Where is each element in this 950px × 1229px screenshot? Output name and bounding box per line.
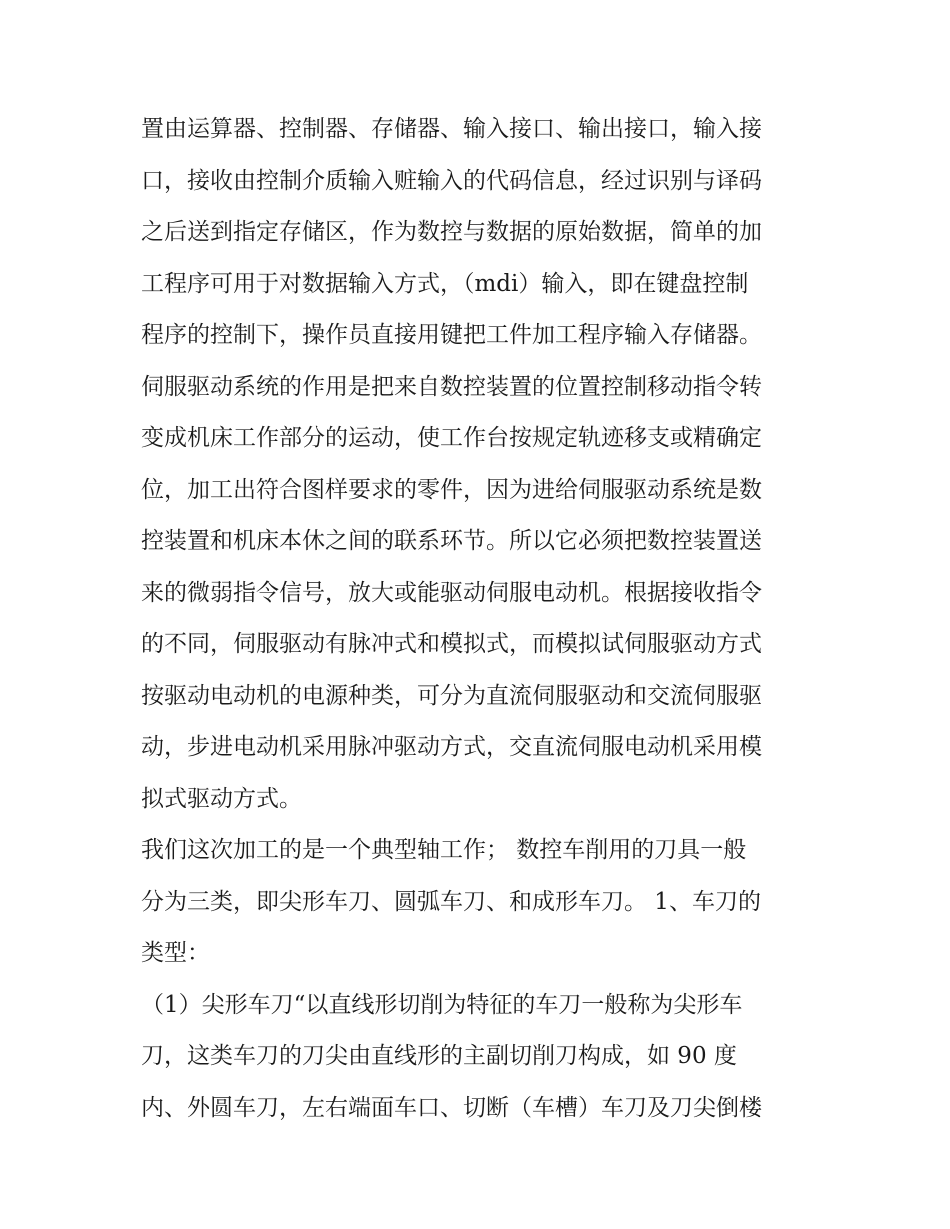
- text-line-16: 分为三类，即尖形车刀、圆弧车刀、和成形车刀。 1、车刀的: [141, 888, 761, 915]
- text-line-2: 口，接收由控制介质输入赃输入的代码信息，经过识别与译码: [141, 167, 762, 194]
- text-line-10: 来的微弱指令信号，放大或能驱动伺服电动机。根据接收指令: [141, 579, 762, 606]
- text-line-5: 程序的控制下，操作员直接用键把工件加工程序输入存储器。: [141, 322, 762, 348]
- text-line-9: 控装置和机床本休之间的联系环节。所以它必须把数控装置送: [141, 528, 762, 554]
- text-line-17: 类型：: [141, 940, 210, 966]
- text-line-12: 按驱动电动机的电源种类，可分为直流伺服驱动和交流伺服驱: [141, 682, 762, 709]
- text-line-8: 位，加工出符合图样要求的零件，因为进给伺服驱动系统是数: [141, 476, 762, 503]
- text-line-15: 我们这次加工的是一个典型轴工作； 数控车削用的刀具一般: [141, 837, 747, 863]
- text-line-7: 变成机床工作部分的运动，使工作台按规定轨迹移支或精确定: [141, 425, 762, 451]
- text-line-20: 内、外圆车刀，左右端面车口、切断（车槽）车刀及刀尖倒楼: [141, 1094, 762, 1121]
- text-line-19: 刀，这类车刀的刀尖由直线形的主副切削刀构成，如 90 度: [141, 1043, 737, 1069]
- text-line-18: （1）尖形车刀“以直线形切削为特征的车刀一般称为尖形车: [141, 991, 743, 1018]
- body-text: [141, 104, 821, 1134]
- text-line-1: 置由运算器、控制器、存储器、输入接口、输出接口，输入接: [141, 116, 762, 142]
- text-line-3: 之后送到指定存储区，作为数控与数据的原始数据，简单的加: [141, 219, 762, 245]
- text-line-11: 的不同，伺服驱动有脉冲式和模拟式，而模拟试伺服驱动方式: [141, 631, 762, 657]
- text-line-6: 伺服驱动系统的作用是把来自数控装置的位置控制移动指令转: [141, 373, 762, 400]
- text-line-4: 工程序可用于对数据输入方式，（mdi）输入，即在键盘控制: [141, 270, 749, 297]
- text-line-14: 拟式驱动方式。: [141, 785, 302, 812]
- text-line-13: 动，步进电动机采用脉冲驱动方式，交直流伺服电动机采用模: [141, 734, 762, 760]
